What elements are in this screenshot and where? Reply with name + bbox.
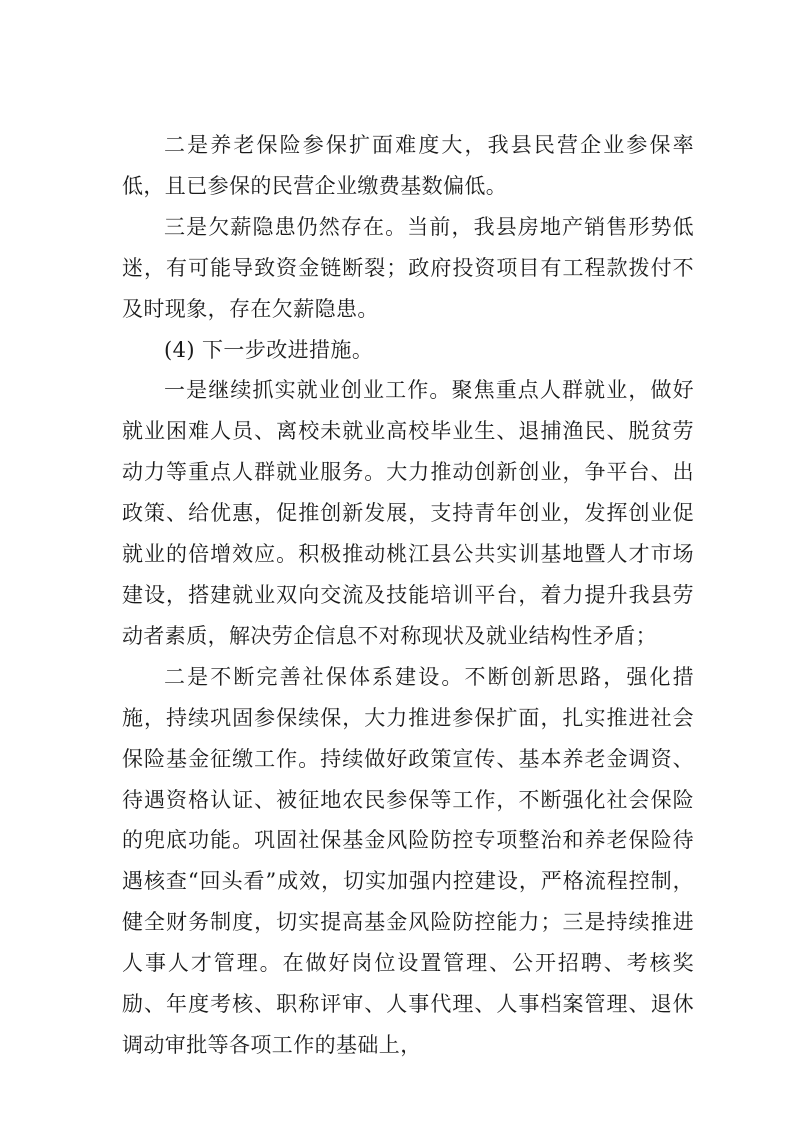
paragraph-wage-arrears: 三是欠薪隐患仍然存在。当前，我县房地产销售形势低迷，有可能导致资金链断裂；政府投资项目有工程款拨付不及时现象，存在欠薪隐患。 <box>122 214 694 321</box>
paragraph-employment: 一是继续抓实就业创业工作。聚焦重点人群就业，做好就业困难人员、离校未就业高校毕业生、退捕渔民、脱贫劳动力等重点人群就业服务。大力推动创新创业，争平台、出政策、给优惠，促推创新发展，支持青年创业，发挥创业促就业的倍增效应。积极推动桃江县公共实训基地暨人才市场建设，搭建就业双向交流及技能培训平台，着力提升我县劳动者素质，解决劳企信息不对称现状及就业结构性矛盾； <box>122 378 694 648</box>
document-body <box>122 125 694 1066</box>
section-heading-next-steps: (4) 下一步改进措施。 <box>164 337 374 362</box>
paragraph-pension-difficulty: 二是养老保险参保扩面难度大，我县民营企业参保率低，且已参保的民营企业缴费基数偏低。 <box>122 133 694 198</box>
paragraph-social-security: 二是不断完善社保体系建设。不断创新思路，强化措施，持续巩固参保续保，大力推进参保扩面，扎实推进社会保险基金征缴工作。持续做好政策宣传、基本养老金调资、待遇资格认证、被征地农民参保等工作，不断强化社会保险的兜底功能。巩固社保基金风险防控专项整治和养老保险待遇核查“回头看”成效，切实加强内控建设，严格流程控制，健全财务制度，切实提高基金风险防控能力；三是持续推进人事人才管理。在做好岗位设置管理、公开招聘、考核奖励、年度考核、职称评审、人事代理、人事档案管理、退休调动审批等各项工作的基础上， <box>122 664 694 1057</box>
